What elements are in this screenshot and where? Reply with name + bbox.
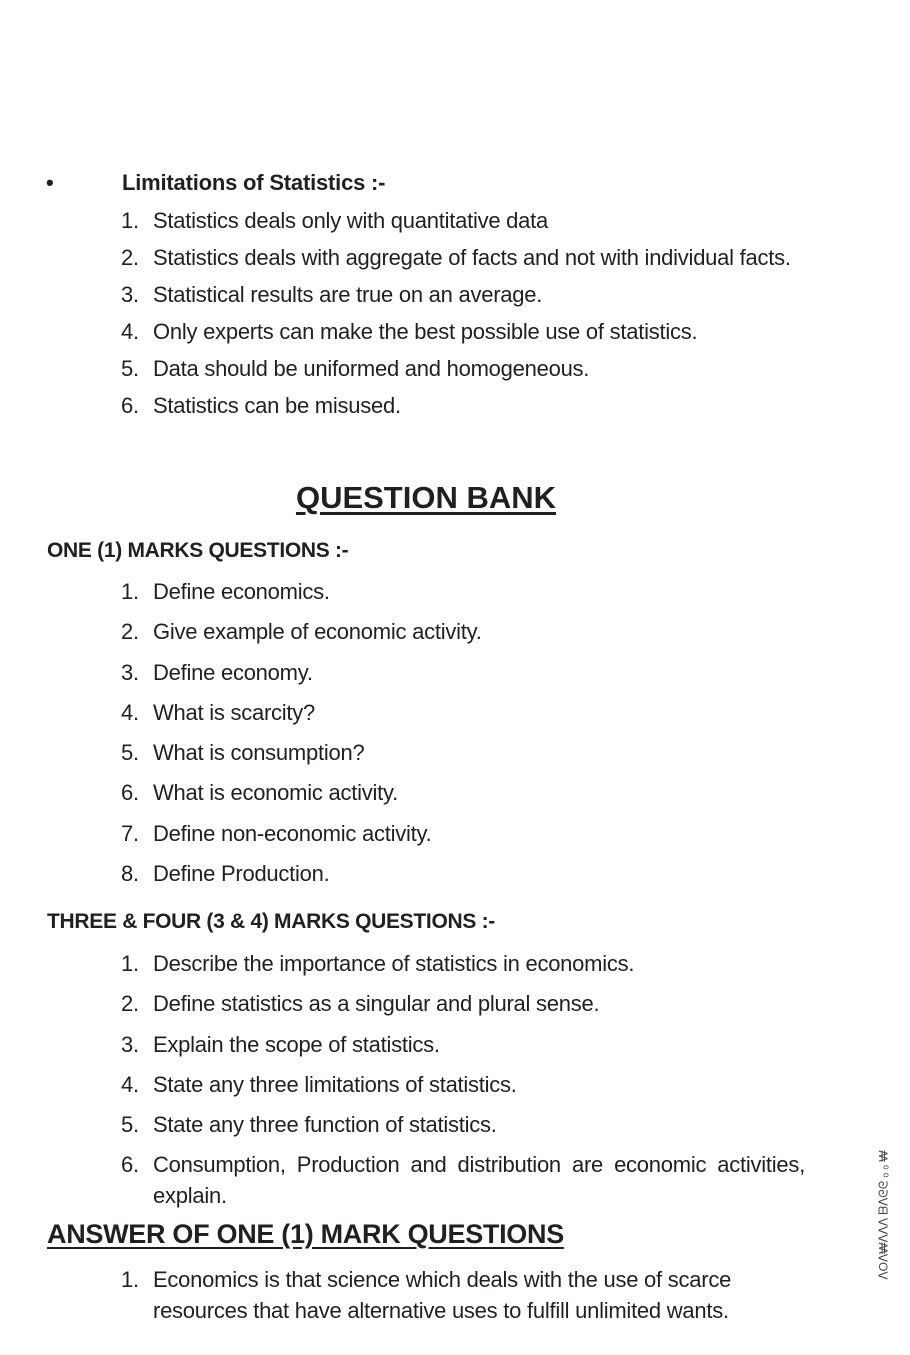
answers-list (121, 1264, 805, 1326)
three-four-mark-heading: THREE & FOUR (3 & 4) MARKS QUESTIONS :- (47, 910, 495, 933)
list-item: 6. Consumption, Production and distribution are economic activities, explain. (121, 1152, 805, 1209)
list-item: 7. Define non-economic activity. (121, 820, 432, 846)
one-mark-heading: ONE (1) MARKS QUESTIONS :- (47, 539, 349, 562)
list-item: 1. Describe the importance of statistics in economics. (121, 951, 635, 976)
side-margin-text: ᐱOᐱ₩ᐱᐱᐱ ᗷᐱᘓᘓ ₒ ₒ ₩ (876, 1150, 891, 1280)
one-mark-questions-list (121, 576, 805, 889)
question-bank-title: QUESTION BANK (295, 480, 557, 515)
limitations-heading: Limitations of Statistics :- (122, 170, 386, 195)
list-item: 5. Data should be uniformed and homogeneous. (121, 356, 590, 381)
list-item: 1. Economics is that science which deals with the use of scarce resources that have alternative uses to fulfill unlimited wants. (121, 1267, 732, 1323)
list-item: 8. Define Production. (121, 861, 330, 887)
list-item: 6. Statistics can be misused. (121, 393, 401, 418)
list-item: 2. Statistics deals with aggregate of facts and not with individual facts. (121, 245, 791, 270)
list-item: 5. What is consumption? (121, 740, 365, 766)
list-item: 1. Define economics. (121, 579, 330, 604)
list-item: 6. What is economic activity. (121, 780, 398, 806)
list-item: 2. Give example of economic activity. (121, 619, 482, 645)
list-item: 3. Define economy. (121, 659, 313, 685)
list-item: 4. Only experts can make the best possible use of statistics. (121, 319, 698, 344)
list-item: 5. State any three function of statistics. (121, 1112, 497, 1138)
list-item: 4. What is scarcity? (121, 699, 316, 725)
list-item: 3. Explain the scope of statistics. (121, 1031, 440, 1057)
list-item: 2. Define statistics as a singular and plural sense. (121, 991, 600, 1017)
side-margin-mark (868, 1130, 900, 1300)
three-four-mark-questions-list (121, 948, 805, 1211)
bullet-point: • (46, 170, 54, 195)
list-item: 1. Statistics deals only with quantitative data (121, 208, 549, 233)
answers-heading: ANSWER OF ONE (1) MARK QUESTIONS (47, 1219, 564, 1249)
list-item: 3. Statistical results are true on an average. (121, 282, 543, 307)
list-item: 4. State any three limitations of statistics. (121, 1071, 517, 1097)
limitations-list (121, 205, 805, 421)
